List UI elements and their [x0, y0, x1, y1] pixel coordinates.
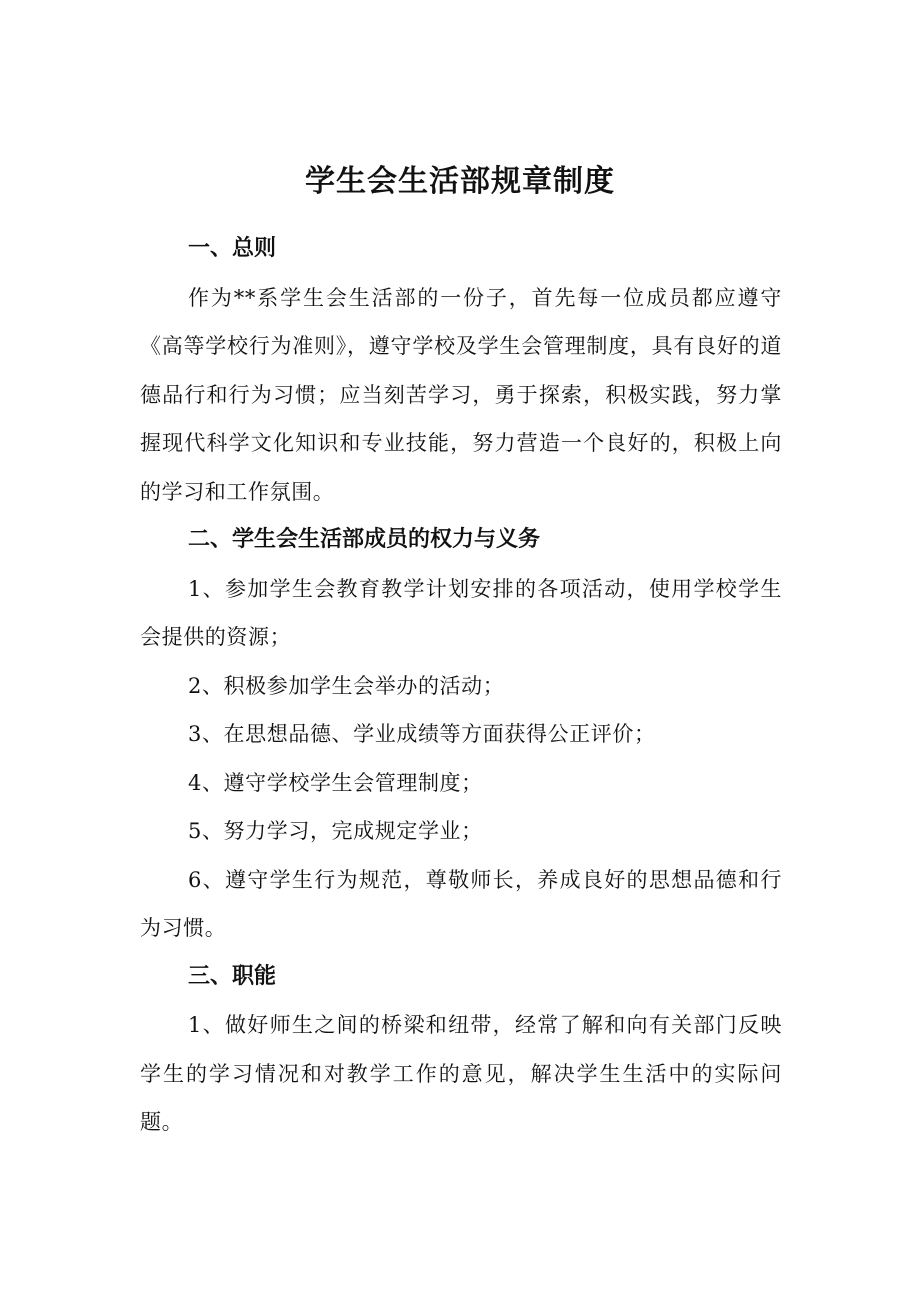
rights-item-5: 5、努力学习，完成规定学业； — [188, 819, 483, 843]
rights-item-2: 2、积极参加学生会举办的活动； — [188, 673, 505, 698]
rights-item-4: 4、遵守学校学生会管理制度； — [188, 770, 483, 795]
rights-item-1: 1、参加学生会教育教学计划安排的各项活动，使用学校学生会提供的资源； — [140, 576, 782, 649]
section-heading-general: 一、总则 — [188, 236, 277, 261]
rights-item-3: 3、在思想品德、学业成绩等方面获得公正评价； — [188, 722, 656, 746]
rights-item-6: 6、遵守学生行为规范，尊敬师长，养成良好的思想品德和行为习惯。 — [140, 867, 782, 940]
document-title: 学生会生活部规章制度 — [305, 164, 615, 200]
section-heading-functions: 三、职能 — [188, 963, 277, 989]
functions-item-1: 1、做好师生之间的桥梁和纽带，经常了解和向有关部门反映学生的学习情况和对教学工作的意见，解决学生生活中的实际问题。 — [140, 1013, 782, 1134]
document-body — [140, 225, 782, 1147]
section-heading-rights-duties: 二、学生会生活部成员的权力与义务 — [188, 527, 541, 552]
general-paragraph: 作为**系学生会生活部的一份子，首先每一位成员都应遵守《高等学校行为准则》，遵守学校及学生会管理制度，具有良好的道德品行和行为习惯；应当刻苦学习，勇于探索，积极实践，努力掌握现代科学文化知识和专业技能，努力营造一个良好的，积极上向的学习和工作氛围。 — [140, 285, 782, 504]
